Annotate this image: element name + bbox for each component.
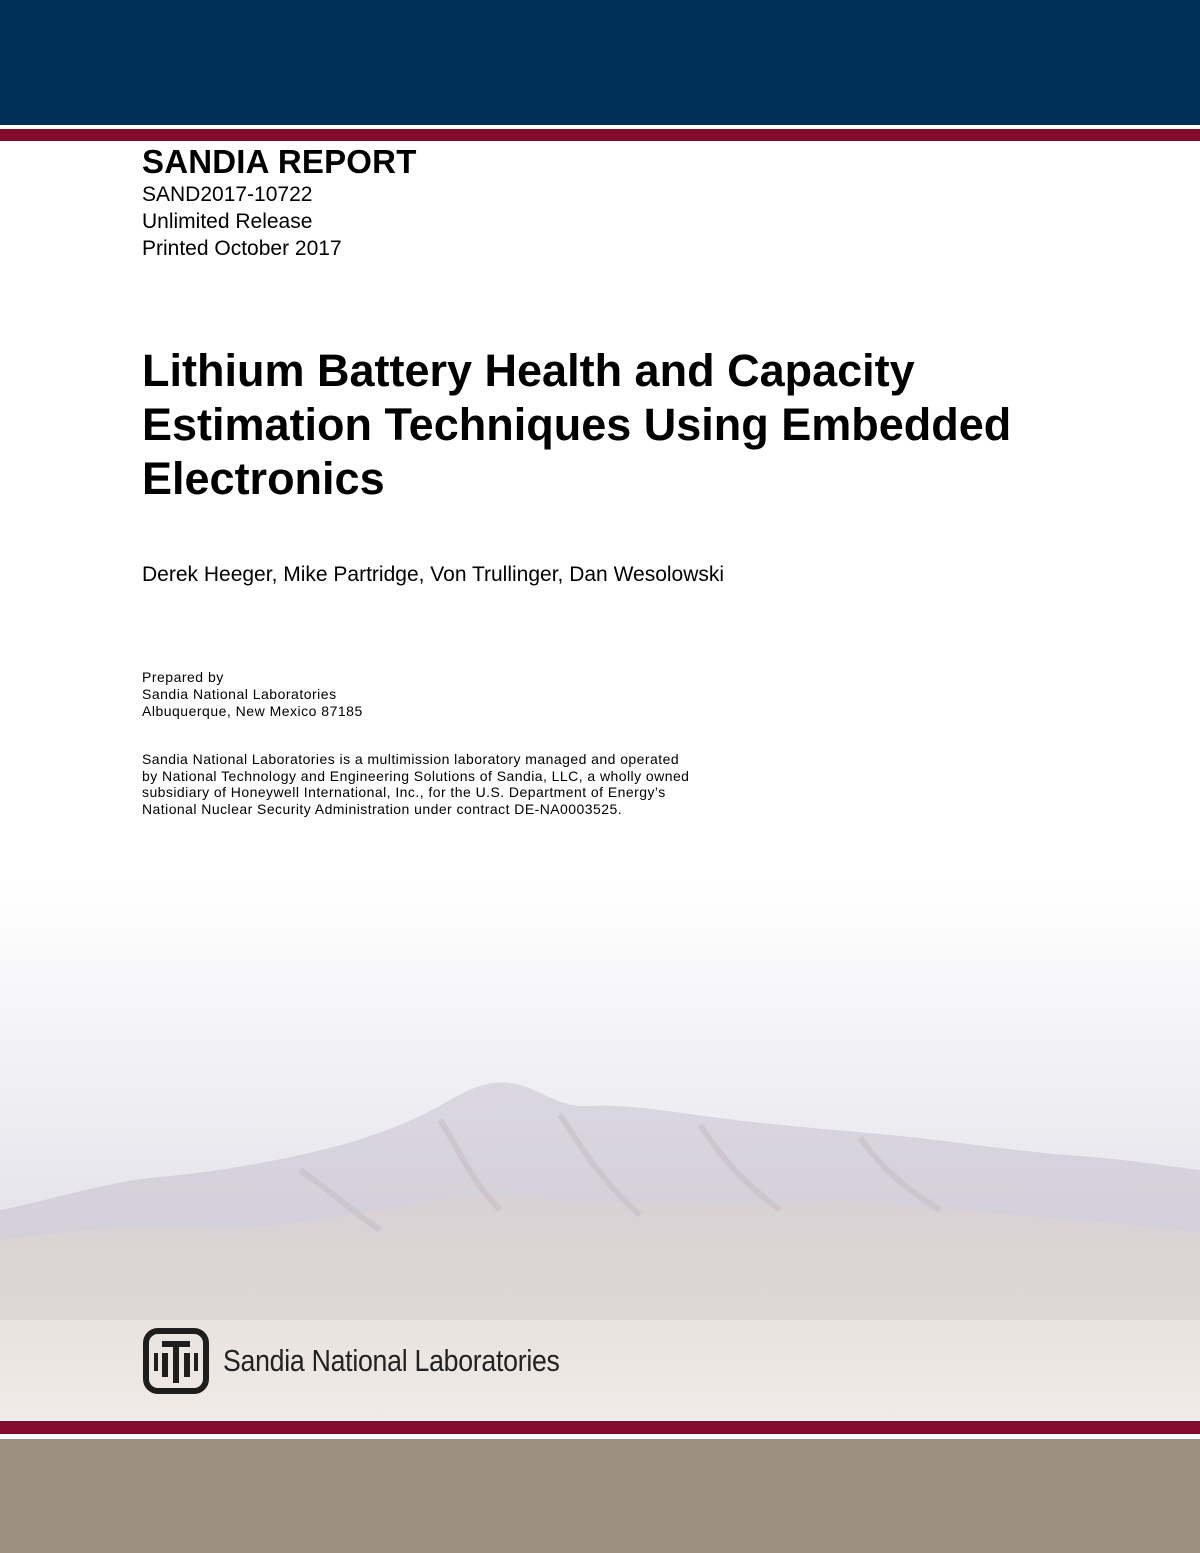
sandia-logo	[143, 1327, 614, 1395]
statement-line-3: subsidiary of Honeywell International, Inc., for the U.S. Department of Energy’s	[142, 784, 666, 800]
title-line-2: Estimation Techniques Using Embedded	[142, 399, 1012, 450]
header-band	[0, 0, 1200, 125]
prepared-by-block	[142, 669, 363, 720]
organization-name: Sandia National Laboratories	[142, 686, 337, 702]
statement-line-4: National Nuclear Security Administration under contract DE-NA0003525.	[142, 800, 623, 817]
title-line-1: Lithium Battery Health and Capacity	[142, 345, 915, 396]
title-line-3: Electronics	[142, 453, 385, 504]
organization-address: Albuquerque, New Mexico 87185	[142, 703, 363, 719]
statement-line-2: by National Technology and Engineering Solutions of Sandia, LLC, a wholly owned	[142, 767, 690, 784]
author-list: Derek Heeger, Mike Partridge, Von Trullinger, Dan Wesolowski	[142, 563, 725, 586]
logo-wordmark: Sandia National Laboratories	[223, 1343, 560, 1378]
report-number: SAND2017-10722	[142, 183, 313, 206]
statement-line-1: Sandia National Laboratories is a multimission laboratory managed and operated	[142, 751, 680, 767]
report-heading: SANDIA REPORT	[142, 143, 417, 180]
header-stripe	[0, 129, 1200, 141]
prepared-by-label: Prepared by	[142, 669, 224, 685]
print-date: Printed October 2017	[142, 237, 342, 260]
footer-band	[0, 1439, 1200, 1553]
release-status: Unlimited Release	[142, 210, 313, 233]
report-title	[142, 344, 1142, 506]
sandia-thunderbird-icon	[143, 1328, 209, 1394]
management-statement	[142, 751, 842, 817]
footer-stripe	[0, 1421, 1200, 1434]
report-info	[142, 143, 417, 262]
